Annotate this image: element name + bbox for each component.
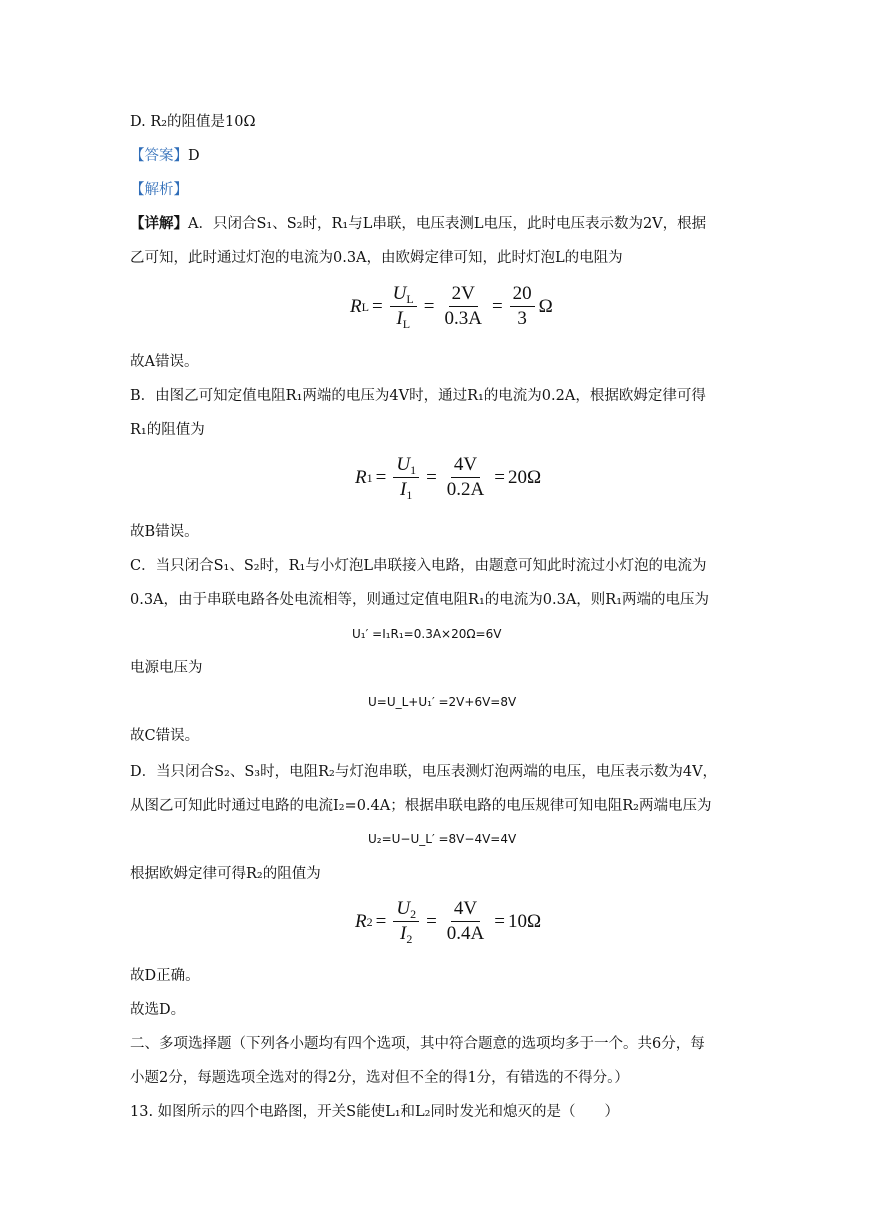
equation-source-voltage: U=U_L+U₁′ =2V+6V=8V (368, 695, 517, 709)
answer-label: 【答案】 (130, 148, 188, 164)
answer-value: D (188, 148, 200, 164)
explain-a-line-2: 乙可知，此时通过灯泡的电流为0.3A，由欧姆定律可知，此时灯泡L的电阻为 (130, 250, 623, 266)
conclusion-d: 故D正确。 (130, 968, 200, 984)
section-2-heading-line-2: 小题2分，每题选项全选对的得2分，选对但不全的得1分，有错选的不得分。） (130, 1070, 629, 1086)
equation-u1: U₁′ =I₁R₁=0.3A×20Ω=6V (352, 627, 502, 641)
question-13: 13. 如图所示的四个电路图，开关S能使L₁和L₂同时发光和熄灭的是（ ） (130, 1104, 619, 1120)
detail-label: 【详解】 (130, 215, 188, 232)
explain-a-line-1: 【详解】A．只闭合S₁、S₂时，R₁与L串联，电压表测L电压，此时电压表示数为2V，根据 (130, 215, 707, 232)
equation-u2: U₂=U−U_L′ =8V−4V=4V (368, 832, 517, 846)
explain-d-line-2: 从图乙可知此时通过电路的电流I₂=0.4A；根据串联电路的电压规律可知电阻R₂两端电压为 (130, 798, 712, 814)
explain-d-line-1: D．当只闭合S₂、S₃时，电阻R₂与灯泡串联，电压表测灯泡两端的电压，电压表示数为4V， (130, 764, 718, 780)
formula-resistance-lamp: R L = $\frac{U_L}{I_L}$ = $\frac{2V}{0.3A}$ = $\frac{20}{3}$ Ω (350, 283, 553, 331)
answer-line (130, 146, 740, 166)
explain-c-line-1: C．当只闭合S₁、S₂时，R₁与小灯泡L串联接入电路，由题意可知此时流过小灯泡的电流为 (130, 558, 707, 574)
option-d-line: D. R₂的阻值是10Ω (130, 114, 256, 130)
section-2-heading-line-1: 二、多项选择题（下列各小题均有四个选项，其中符合题意的选项均多于一个。共6分，每 (130, 1036, 705, 1052)
explain-c-line-3: 电源电压为 (130, 660, 203, 676)
analysis-label: 【解析】 (130, 182, 188, 198)
explain-c-line-2: 0.3A，由于串联电路各处电流相等，则通过定值电阻R₁的电流为0.3A，则R₁两端的电压为 (130, 592, 710, 608)
conclusion-c: 故C错误。 (130, 728, 200, 744)
explain-b-line-1: B．由图乙可知定值电阻R₁两端的电压为4V时，通过R₁的电流为0.2A，根据欧姆定律可得 (130, 388, 706, 404)
formula-resistance-r2: R 2 = $\frac{U_2}{I_2}$ = $\frac{4V}{0.4A}$ = 10Ω (355, 898, 542, 946)
final-choice: 故选D。 (130, 1002, 186, 1018)
conclusion-a: 故A错误。 (130, 354, 199, 370)
explain-b-line-2: R₁的阻值为 (130, 422, 205, 438)
explain-d-line-3: 根据欧姆定律可得R₂的阻值为 (130, 866, 321, 882)
formula-resistance-r1: R 1 = $\frac{U_1}{I_1}$ = $\frac{4V}{0.2A}$ = 20Ω (355, 454, 542, 502)
conclusion-b: 故B错误。 (130, 524, 199, 540)
